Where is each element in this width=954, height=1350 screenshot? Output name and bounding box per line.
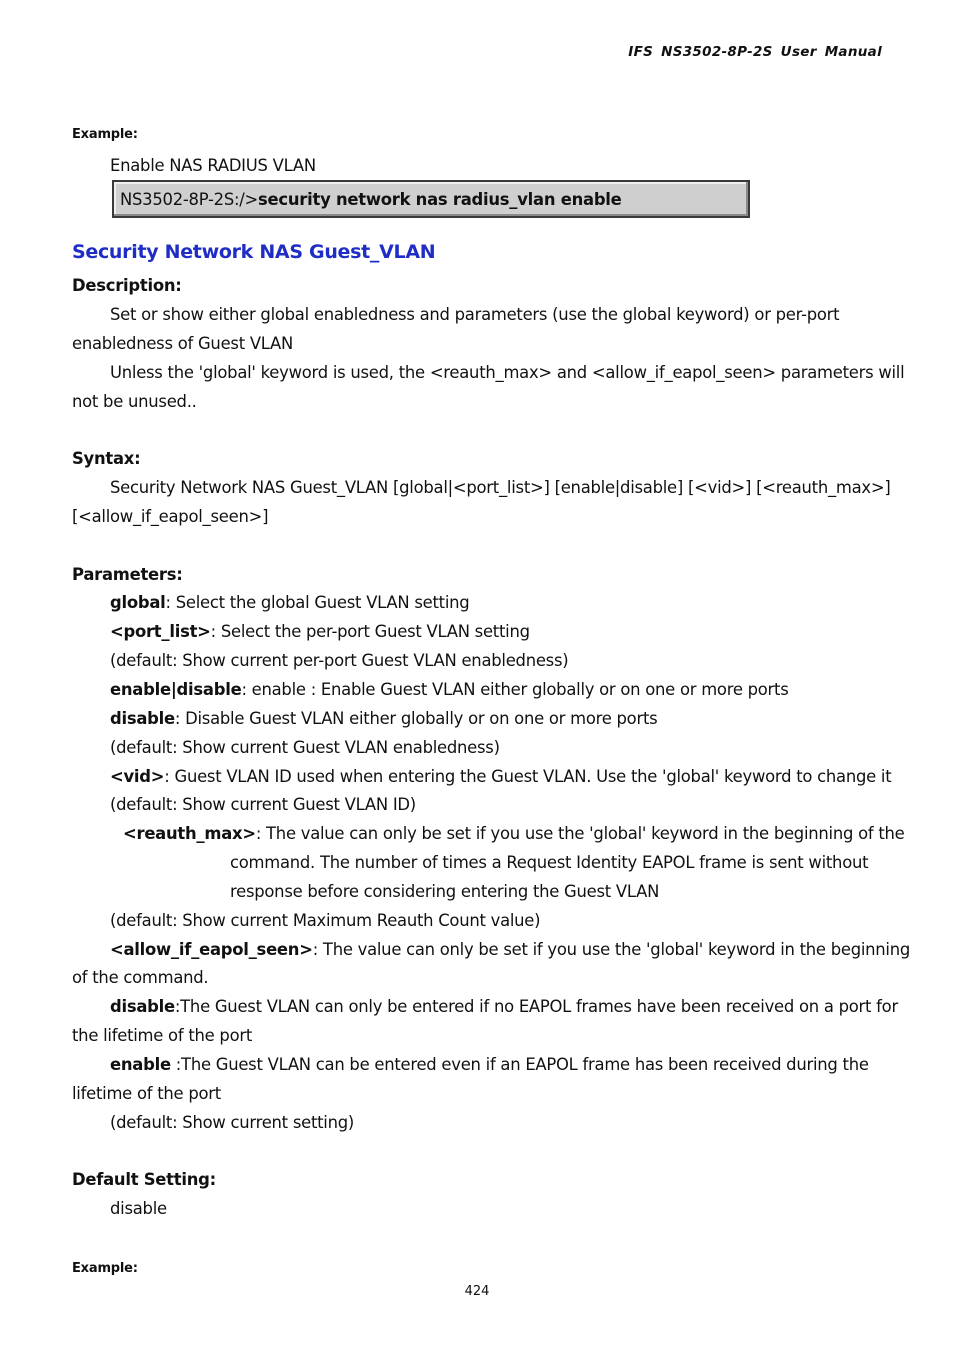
param-reauth-default: (default: Show current Maximum Reauth Count value) xyxy=(110,911,541,930)
param-port-list-default: (default: Show current per-port Guest VLAN enabledness) xyxy=(110,651,569,670)
param-desc: : Guest VLAN ID used when entering the Guest VLAN. Use the 'global' keyword to change it xyxy=(164,767,892,786)
param-disable xyxy=(110,709,657,729)
param-desc: :The Guest VLAN can only be entered if no EAPOL frames have been received on a port for xyxy=(174,997,898,1016)
param-desc: : Select the global Guest VLAN setting xyxy=(165,593,470,612)
param-desc: : enable : Enable Guest VLAN either globally or on one or more ports xyxy=(241,680,789,699)
param-desc: : Disable Guest VLAN either globally or on one or more ports xyxy=(174,709,658,728)
param-term: enable xyxy=(110,1055,171,1074)
param-allow-enable-line2: lifetime of the port xyxy=(72,1084,221,1103)
command-text: security network nas radius_vlan enable xyxy=(258,190,622,209)
default-setting-label: Default Setting: xyxy=(72,1170,216,1189)
section-title: Security Network NAS Guest_VLAN xyxy=(72,241,436,263)
description-label: Description: xyxy=(72,276,182,295)
param-allow-disable-line2: the lifetime of the port xyxy=(72,1026,253,1045)
param-enable-default: (default: Show current Guest VLAN enabledness) xyxy=(110,738,500,757)
param-term: global xyxy=(110,593,166,612)
description-p1-line1: Set or show either global enabledness and parameters (use the global keyword) or per-port xyxy=(110,305,840,324)
param-term: enable|disable xyxy=(110,680,242,699)
param-term: <allow_if_eapol_seen> xyxy=(110,940,313,959)
param-vid-default: (default: Show current Guest VLAN ID) xyxy=(110,795,416,814)
param-reauth-desc-line3: response before considering entering the Guest VLAN xyxy=(230,882,660,901)
command-prompt: NS3502-8P-2S:/> xyxy=(120,190,259,209)
param-port-list xyxy=(110,622,530,642)
param-term: disable xyxy=(110,997,175,1016)
command-box xyxy=(112,180,750,218)
syntax-line1: Security Network NAS Guest_VLAN [global|<port_list>] [enable|disable] [<vid>] [<reauth_max>] xyxy=(110,478,891,497)
param-term: <reauth_max> xyxy=(123,824,256,843)
param-allow-default: (default: Show current setting) xyxy=(110,1113,355,1132)
example-label: Example: xyxy=(72,127,138,142)
param-allow-enable xyxy=(110,1055,869,1075)
example-caption: Enable NAS RADIUS VLAN xyxy=(110,156,316,175)
param-allow-desc-line2: of the command. xyxy=(72,968,209,987)
param-desc: : The value can only be set if you use the 'global' keyword in the beginning of the xyxy=(255,824,905,843)
description-p2-line1: Unless the 'global' keyword is used, the <reauth_max> and <allow_if_eapol_seen> parameters will xyxy=(110,363,905,382)
param-enable-disable xyxy=(110,680,789,700)
param-global xyxy=(110,593,469,613)
parameters-label: Parameters: xyxy=(72,565,183,584)
param-desc: : Select the per-port Guest VLAN setting xyxy=(210,622,530,641)
default-setting-value: disable xyxy=(110,1199,167,1218)
param-allow-disable xyxy=(110,997,898,1017)
param-term: disable xyxy=(110,709,175,728)
param-vid xyxy=(110,767,891,787)
param-term: <vid> xyxy=(110,767,165,786)
example2-label: Example: xyxy=(72,1261,138,1276)
description-p1-line2: enabledness of Guest VLAN xyxy=(72,334,294,353)
page-header-title: IFS NS3502-8P-2S User Manual xyxy=(628,44,882,60)
page-number: 424 xyxy=(464,1284,490,1299)
syntax-label: Syntax: xyxy=(72,449,141,468)
param-term: <port_list> xyxy=(110,622,211,641)
param-desc: :The Guest VLAN can be entered even if an EAPOL frame has been received during the xyxy=(170,1055,869,1074)
syntax-line2: [<allow_if_eapol_seen>] xyxy=(72,507,269,526)
param-allow-if-eapol-seen xyxy=(110,940,910,960)
param-reauth-desc-line2: command. The number of times a Request Identity EAPOL frame is sent without xyxy=(230,853,869,872)
param-desc: : The value can only be set if you use the 'global' keyword in the beginning xyxy=(312,940,911,959)
command-line xyxy=(120,190,622,209)
description-p2-line2: not be unused.. xyxy=(72,392,197,411)
param-reauth-max xyxy=(123,824,905,844)
